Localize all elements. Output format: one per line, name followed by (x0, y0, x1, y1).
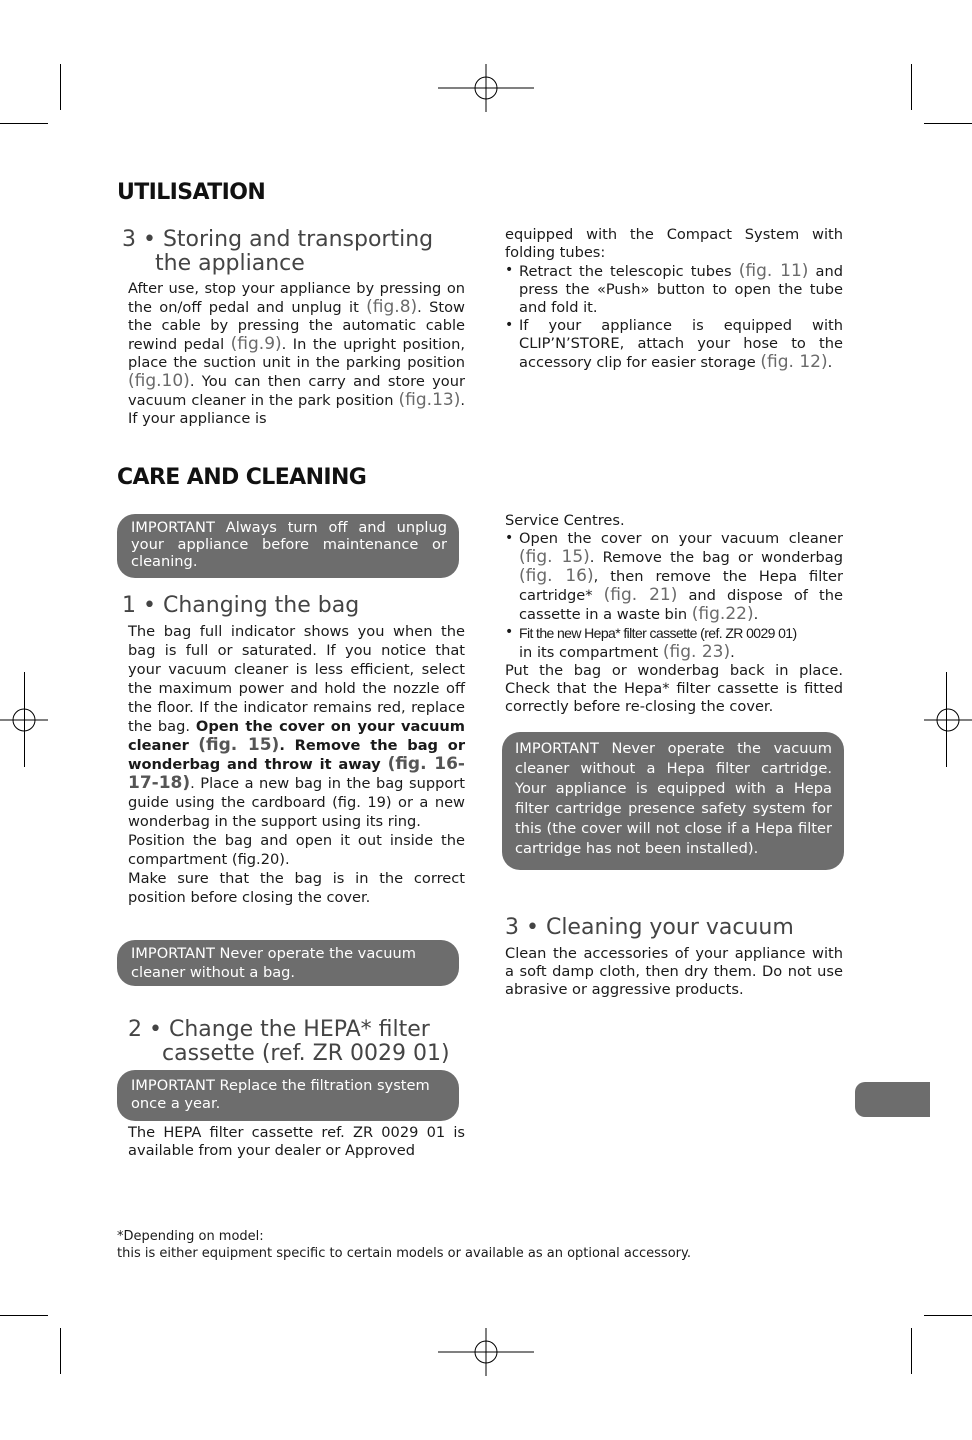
important-box-unplug: IMPORTANT Always turn off and unplug your appliance before maintenance or cleaning. (117, 514, 459, 578)
cleaning-paragraph: Clean the accessories of your appliance with a soft damp cloth, then dry them. Do not use abrasive or aggressive products. (505, 945, 843, 998)
changing-bag-body: The bag full indicator shows you when the bag is full or saturated. If you notice that your vacuum cleaner is less efficient, select the maximum power and hold the nozzle off the floor. If the indicator remains red, replace the bag. Open the cover on your vacuum cleaner (fig. 15). Remove the bag or wonderbag and throw it away (fig. 16-17-18). Place a new bag in the bag support guide using the cardboard (fig. 19) or a new wonderbag in the support using its ring. Position the bag and open it out inside the compartment (fig.20). Make sure that the bag is in the correct position before closing the cover. (128, 623, 466, 906)
registration-mark-right-icon (924, 696, 972, 744)
changing-bag-heading: 1 • Changing the bag (122, 593, 360, 618)
list-item: • Open the cover on your vacuum cleaner (fig. 15). Remove the bag or wonderbag (fig. 16), then remove the Hepa filter cartridge* (fig. 21) and dispose of the cassette in a waste bin (fig.22). (505, 530, 843, 624)
page-tab (855, 1082, 930, 1117)
list-item: • If your appliance is equipped with CLIP’N’STORE, attach your hose to the accessory clip for easier storage (fig. 12). (505, 317, 843, 372)
list-item: • Fit the new Hepa* filter cassette (ref. ZR 0029 01) in its compartment (fig. 23). (505, 624, 843, 662)
fig-ref: (fig.13) (398, 390, 461, 410)
storing-paragraph: After use, stop your appliance by pressing on the on/off pedal and unplug it (fig.8). Stow the cable by pressing the automatic cable rewind pedal (fig.9). In the upright position, place the suction unit in the parking position (fig.10). You can then carry and store your vacuum cleaner in the park position (fig.13). If your appliance is (128, 280, 465, 427)
fig-ref: (fig.10) (128, 371, 190, 391)
fig-ref: (fig.9) (230, 334, 282, 354)
storing-col2 (505, 226, 843, 372)
important-box-filtration: IMPORTANT Replace the filtration system once a year. (117, 1070, 459, 1121)
fig-ref: (fig.8) (366, 297, 418, 317)
registration-mark-top-icon (438, 64, 534, 112)
care-cleaning-title: CARE AND CLEANING (117, 465, 367, 490)
list-item: • Retract the telescopic tubes (fig. 11) and press the «Push» button to open the tube and fold it. (505, 262, 843, 317)
compact-system-intro: equipped with the Compact System with folding tubes: (505, 226, 843, 261)
registration-mark-left-icon (0, 696, 48, 744)
cleaning-heading: 3 • Cleaning your vacuum (505, 915, 794, 940)
hepa-heading: 2 • Change the HEPA* filter cassette (ref. ZR 0029 01) (128, 1017, 450, 1066)
storing-heading: 3 • Storing and transporting the appliance (122, 227, 434, 276)
hepa-availability: The HEPA filter cassette ref. ZR 0029 01 is available from your dealer or Approved (128, 1124, 465, 1159)
registration-mark-bottom-icon (438, 1328, 534, 1376)
footnote: *Depending on model: this is either equipment specific to certain models or available as an optional accessory. (117, 1229, 691, 1261)
utilisation-title: UTILISATION (117, 180, 266, 205)
hepa-col2: Service Centres. • Open the cover on your vacuum cleaner (fig. 15). Remove the bag or wonderbag (fig. 16), then remove the Hepa filter cartridge* (fig. 21) and dispose of the cassette in a waste bin (fig.22). • Fit the new Hepa* filter cassette (ref. ZR 0029 01) in its compartment (fig. 23). Put the bag or wonderbag back in place. Check that the Hepa* filter cassette is fitted correctly before re-closing the cover. (505, 512, 843, 716)
important-box-no-bag: IMPORTANT Never operate the vacuum cleaner without a bag. (117, 940, 459, 986)
important-box-hepa: IMPORTANT Never operate the vacuum cleaner without a Hepa filter cartridge. Your appliance is equipped with a Hepa filter cartridge presence safety system for this (the cover will not close if a Hepa filter cartridge has not been installed). (502, 732, 844, 870)
